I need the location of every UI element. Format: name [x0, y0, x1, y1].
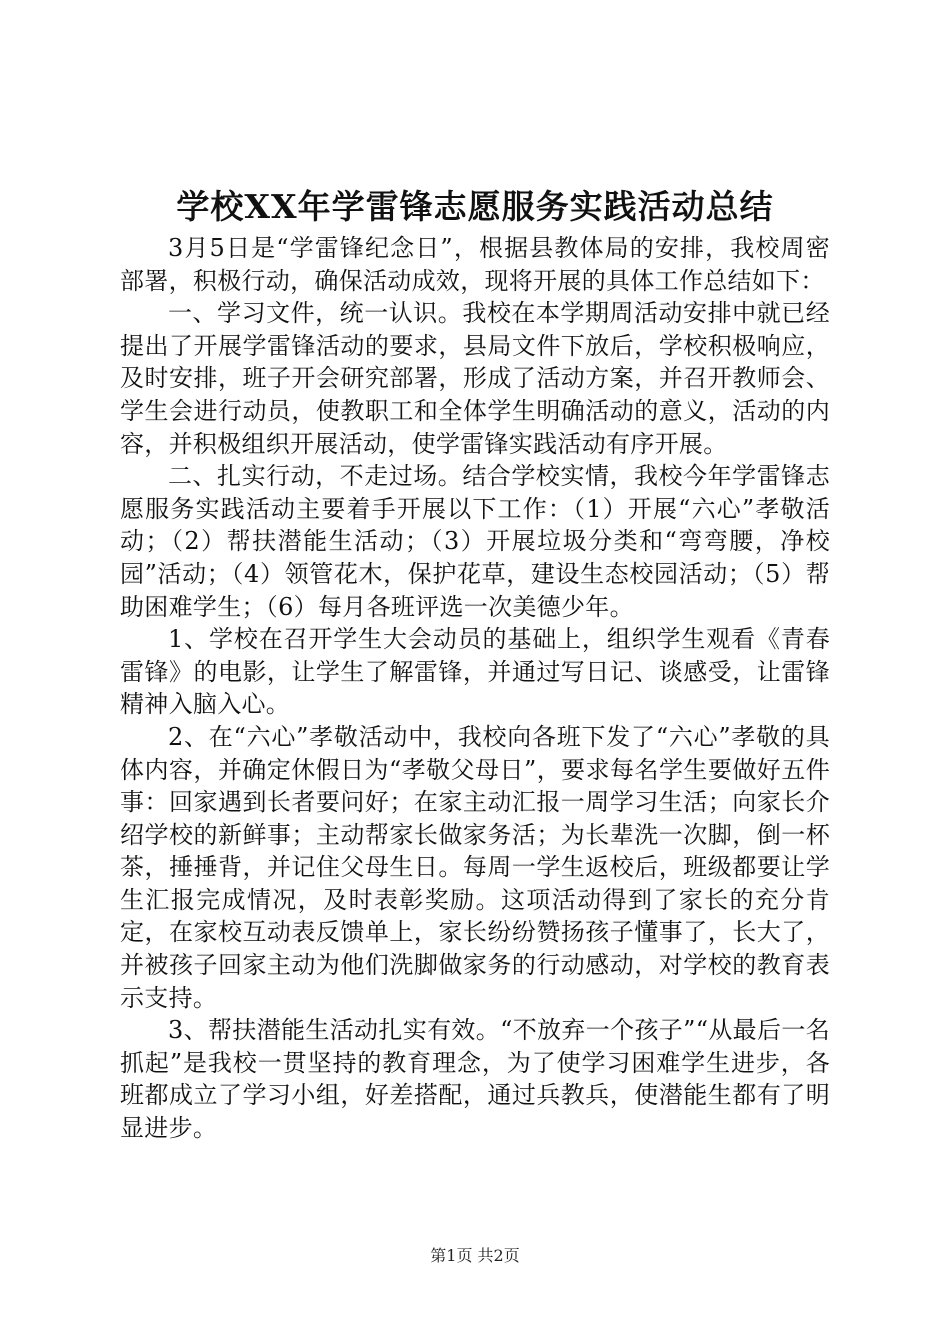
page-footer: 第1页 共2页 — [430, 1246, 520, 1265]
paragraph-section-2: 二、扎实行动，不走过场。结合学校实情，我校今年学雷锋志愿服务实践活动主要着手开展以下工作：（1）开展“六心”孝敬活动；（2）帮扶潜能生活动；（3）开展垃圾分类和“弯弯腰，净校园”活动；（4）领管花木，保护花草，建设生态校园活动；（5）帮助困难学生；（6）每月各班评选一次美德少年。 — [120, 462, 830, 621]
paragraph-item-1: 1、学校在召开学生大会动员的基础上，组织学生观看《青春雷锋》的电影，让学生了解雷锋，并通过写日记、谈感受，让雷锋精神入脑入心。 — [120, 625, 830, 719]
paragraph-intro: 3月5日是“学雷锋纪念日”，根据县教体局的安排，我校周密部署，积极行动，确保活动成效，现将开展的具体工作总结如下： — [120, 234, 830, 295]
paragraph-item-2: 2、在“六心”孝敬活动中，我校向各班下发了“六心”孝敬的具体内容，并确定休假日为“孝敬父母日”，要求每名学生要做好五件事：回家遇到长者要问好；在家主动汇报一周学习生活；向家长介绍学校的新鲜事；主动帮家长做家务活；为长辈洗一次脚，倒一杯茶，捶捶背，并记住父母生日。每周一学生返校后，班级都要让学生汇报完成情况，及时表彰奖励。这项活动得到了家长的充分肯定，在家校互动表反馈单上，家长纷纷赞扬孩子懂事了，长大了，并被孩子回家主动为他们洗脚做家务的行动感动，对学校的教育表示支持。 — [120, 722, 830, 1012]
paragraph-item-3: 3、帮扶潜能生活动扎实有效。“不放弃一个孩子”“从最后一名抓起”是我校一贯坚持的教育理念，为了使学习困难学生进步，各班都成立了学习小组，好差搭配，通过兵教兵，使潜能生都有了明显进步。 — [120, 1016, 830, 1143]
paragraph-section-1: 一、学习文件，统一认识。我校在本学期周活动安排中就已经提出了开展学雷锋活动的要求，县局文件下放后，学校积极响应，及时安排，班子开会研究部署，形成了活动方案，并召开教师会、学生会进行动员，使教职工和全体学生明确活动的意义，活动的内容，并积极组织开展活动，使学雷锋实践活动有序开展。 — [120, 299, 830, 458]
document-title: 学校XX年学雷锋志愿服务实践活动总结 — [176, 187, 774, 226]
document-body — [120, 232, 830, 1145]
